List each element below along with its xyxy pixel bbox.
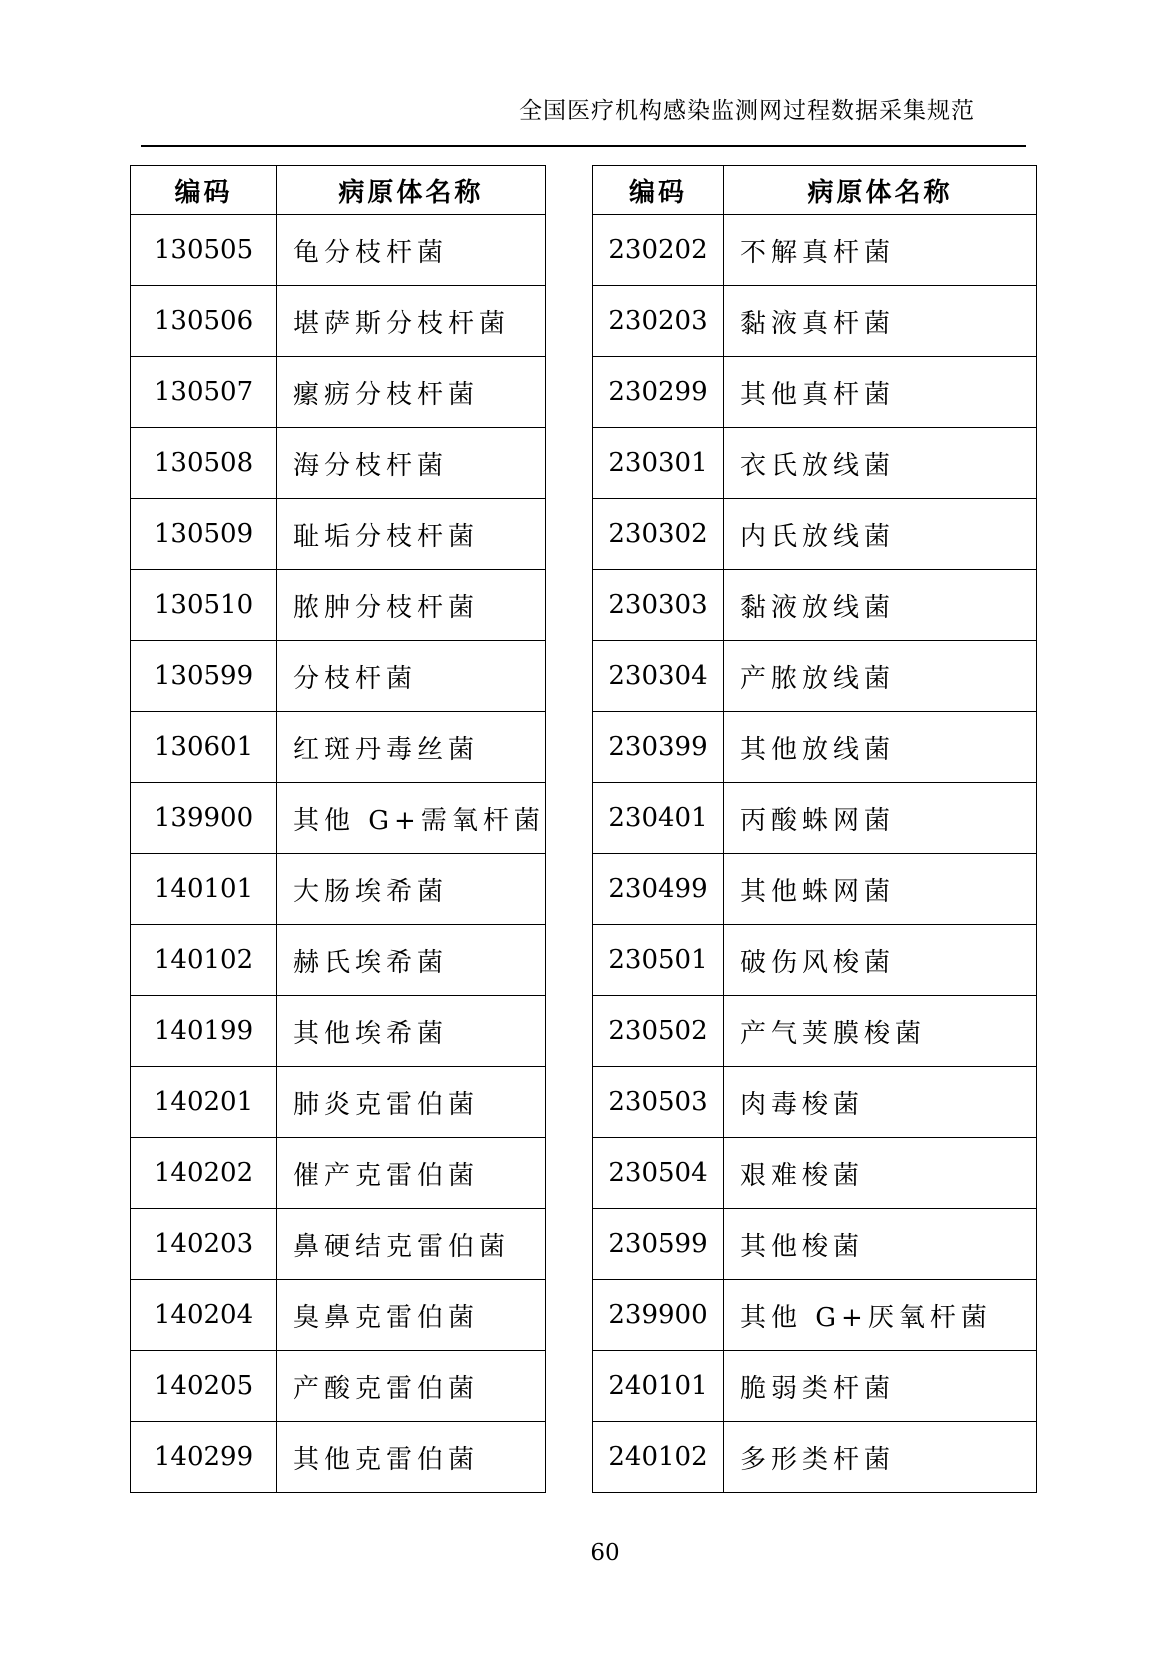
pathogen-code-cell: 230599 bbox=[593, 1209, 724, 1280]
column-header-code: 编码 bbox=[131, 166, 277, 215]
pathogen-code-cell: 239900 bbox=[593, 1280, 724, 1351]
table-row bbox=[593, 1209, 1037, 1280]
table-row bbox=[593, 1280, 1037, 1351]
pathogen-name-cell: 大肠埃希菌 bbox=[277, 854, 546, 925]
pathogen-code-cell: 130507 bbox=[131, 357, 277, 428]
pathogen-code-cell: 230299 bbox=[593, 357, 724, 428]
pathogen-name-cell: 其他放线菌 bbox=[724, 712, 1037, 783]
pathogen-code-cell: 230499 bbox=[593, 854, 724, 925]
pathogen-code-cell: 130508 bbox=[131, 428, 277, 499]
pathogen-code-cell: 230302 bbox=[593, 499, 724, 570]
table-row bbox=[131, 1422, 546, 1493]
pathogen-code-cell: 140204 bbox=[131, 1280, 277, 1351]
table-row bbox=[131, 499, 546, 570]
pathogen-name-cell: 其他埃希菌 bbox=[277, 996, 546, 1067]
table-row bbox=[593, 783, 1037, 854]
pathogen-name-cell: 丙酸蛛网菌 bbox=[724, 783, 1037, 854]
pathogen-name-cell: 海分枝杆菌 bbox=[277, 428, 546, 499]
table-row bbox=[593, 570, 1037, 641]
table-row bbox=[131, 783, 546, 854]
pathogen-code-cell: 140202 bbox=[131, 1138, 277, 1209]
table-row bbox=[593, 357, 1037, 428]
table-row bbox=[131, 1280, 546, 1351]
pathogen-name-cell: 产气荚膜梭菌 bbox=[724, 996, 1037, 1067]
pathogen-code-cell: 230301 bbox=[593, 428, 724, 499]
table-row bbox=[131, 854, 546, 925]
pathogen-name-cell: 不解真杆菌 bbox=[724, 215, 1037, 286]
table-row bbox=[593, 1351, 1037, 1422]
pathogen-code-cell: 140205 bbox=[131, 1351, 277, 1422]
pathogen-name-cell: 破伤风梭菌 bbox=[724, 925, 1037, 996]
table-row bbox=[131, 357, 546, 428]
pathogen-name-cell: 红斑丹毒丝菌 bbox=[277, 712, 546, 783]
document-header-title: 全国医疗机构感染监测网过程数据采集规范 bbox=[519, 98, 975, 124]
pathogen-code-cell: 230203 bbox=[593, 286, 724, 357]
pathogen-name-cell: 其他 G+厌氧杆菌 bbox=[724, 1280, 1037, 1351]
pathogen-name-cell: 黏液真杆菌 bbox=[724, 286, 1037, 357]
pathogen-code-cell: 130505 bbox=[131, 215, 277, 286]
table-row bbox=[131, 1351, 546, 1422]
pathogen-code-cell: 240101 bbox=[593, 1351, 724, 1422]
pathogen-code-cell: 230399 bbox=[593, 712, 724, 783]
pathogen-code-cell: 140101 bbox=[131, 854, 277, 925]
header-divider bbox=[141, 145, 1026, 147]
pathogen-code-cell: 230504 bbox=[593, 1138, 724, 1209]
table-row bbox=[593, 215, 1037, 286]
table-row bbox=[593, 854, 1037, 925]
pathogen-name-cell: 分枝杆菌 bbox=[277, 641, 546, 712]
pathogen-name-cell: 其他克雷伯菌 bbox=[277, 1422, 546, 1493]
pathogen-code-table-right bbox=[592, 165, 1037, 1493]
table-row bbox=[131, 996, 546, 1067]
table-row bbox=[593, 1067, 1037, 1138]
table-row bbox=[131, 570, 546, 641]
pathogen-code-table-left bbox=[130, 165, 546, 1493]
pathogen-code-cell: 230401 bbox=[593, 783, 724, 854]
page-number: 60 bbox=[590, 1540, 620, 1566]
pathogen-code-cell: 139900 bbox=[131, 783, 277, 854]
table-row bbox=[593, 428, 1037, 499]
table-row bbox=[593, 996, 1037, 1067]
pathogen-name-cell: 赫氏埃希菌 bbox=[277, 925, 546, 996]
pathogen-name-cell: 臭鼻克雷伯菌 bbox=[277, 1280, 546, 1351]
column-header-pathogen-name: 病原体名称 bbox=[724, 166, 1037, 215]
pathogen-code-cell: 130506 bbox=[131, 286, 277, 357]
pathogen-name-cell: 肉毒梭菌 bbox=[724, 1067, 1037, 1138]
pathogen-name-cell: 脓肿分枝杆菌 bbox=[277, 570, 546, 641]
table-row bbox=[593, 286, 1037, 357]
pathogen-code-cell: 240102 bbox=[593, 1422, 724, 1493]
table-row bbox=[131, 1138, 546, 1209]
table-row bbox=[593, 712, 1037, 783]
pathogen-name-cell: 黏液放线菌 bbox=[724, 570, 1037, 641]
pathogen-name-cell: 堪萨斯分枝杆菌 bbox=[277, 286, 546, 357]
pathogen-name-cell: 其他梭菌 bbox=[724, 1209, 1037, 1280]
pathogen-code-cell: 230503 bbox=[593, 1067, 724, 1138]
pathogen-code-cell: 230501 bbox=[593, 925, 724, 996]
table-row bbox=[131, 1067, 546, 1138]
table-header-row bbox=[593, 166, 1037, 215]
pathogen-code-cell: 230303 bbox=[593, 570, 724, 641]
pathogen-code-cell: 140203 bbox=[131, 1209, 277, 1280]
pathogen-code-cell: 230202 bbox=[593, 215, 724, 286]
pathogen-name-cell: 其他蛛网菌 bbox=[724, 854, 1037, 925]
pathogen-code-cell: 140299 bbox=[131, 1422, 277, 1493]
column-header-pathogen-name: 病原体名称 bbox=[277, 166, 546, 215]
table-row bbox=[131, 641, 546, 712]
pathogen-code-cell: 130601 bbox=[131, 712, 277, 783]
pathogen-code-cell: 140199 bbox=[131, 996, 277, 1067]
pathogen-name-cell: 脆弱类杆菌 bbox=[724, 1351, 1037, 1422]
pathogen-code-cell: 140102 bbox=[131, 925, 277, 996]
table-row bbox=[131, 428, 546, 499]
pathogen-name-cell: 艰难梭菌 bbox=[724, 1138, 1037, 1209]
table-row bbox=[131, 215, 546, 286]
pathogen-name-cell: 产酸克雷伯菌 bbox=[277, 1351, 546, 1422]
pathogen-code-cell: 130509 bbox=[131, 499, 277, 570]
table-row bbox=[593, 1422, 1037, 1493]
table-row bbox=[131, 286, 546, 357]
pathogen-name-cell: 产脓放线菌 bbox=[724, 641, 1037, 712]
table-row bbox=[593, 1138, 1037, 1209]
pathogen-name-cell: 衣氏放线菌 bbox=[724, 428, 1037, 499]
table-row bbox=[131, 925, 546, 996]
pathogen-code-cell: 140201 bbox=[131, 1067, 277, 1138]
pathogen-name-cell: 龟分枝杆菌 bbox=[277, 215, 546, 286]
pathogen-code-cell: 230502 bbox=[593, 996, 724, 1067]
pathogen-name-cell: 多形类杆菌 bbox=[724, 1422, 1037, 1493]
table-row bbox=[593, 499, 1037, 570]
pathogen-name-cell: 鼻硬结克雷伯菌 bbox=[277, 1209, 546, 1280]
table-row bbox=[593, 641, 1037, 712]
column-header-code: 编码 bbox=[593, 166, 724, 215]
table-row bbox=[593, 925, 1037, 996]
pathogen-name-cell: 其他真杆菌 bbox=[724, 357, 1037, 428]
pathogen-name-cell: 其他 G+需氧杆菌 bbox=[277, 783, 546, 854]
pathogen-name-cell: 内氏放线菌 bbox=[724, 499, 1037, 570]
table-header-row bbox=[131, 166, 546, 215]
table-row bbox=[131, 1209, 546, 1280]
pathogen-name-cell: 瘰疬分枝杆菌 bbox=[277, 357, 546, 428]
pathogen-code-cell: 130510 bbox=[131, 570, 277, 641]
pathogen-code-cell: 130599 bbox=[131, 641, 277, 712]
pathogen-name-cell: 催产克雷伯菌 bbox=[277, 1138, 546, 1209]
pathogen-code-cell: 230304 bbox=[593, 641, 724, 712]
table-row bbox=[131, 712, 546, 783]
pathogen-name-cell: 耻垢分枝杆菌 bbox=[277, 499, 546, 570]
pathogen-name-cell: 肺炎克雷伯菌 bbox=[277, 1067, 546, 1138]
